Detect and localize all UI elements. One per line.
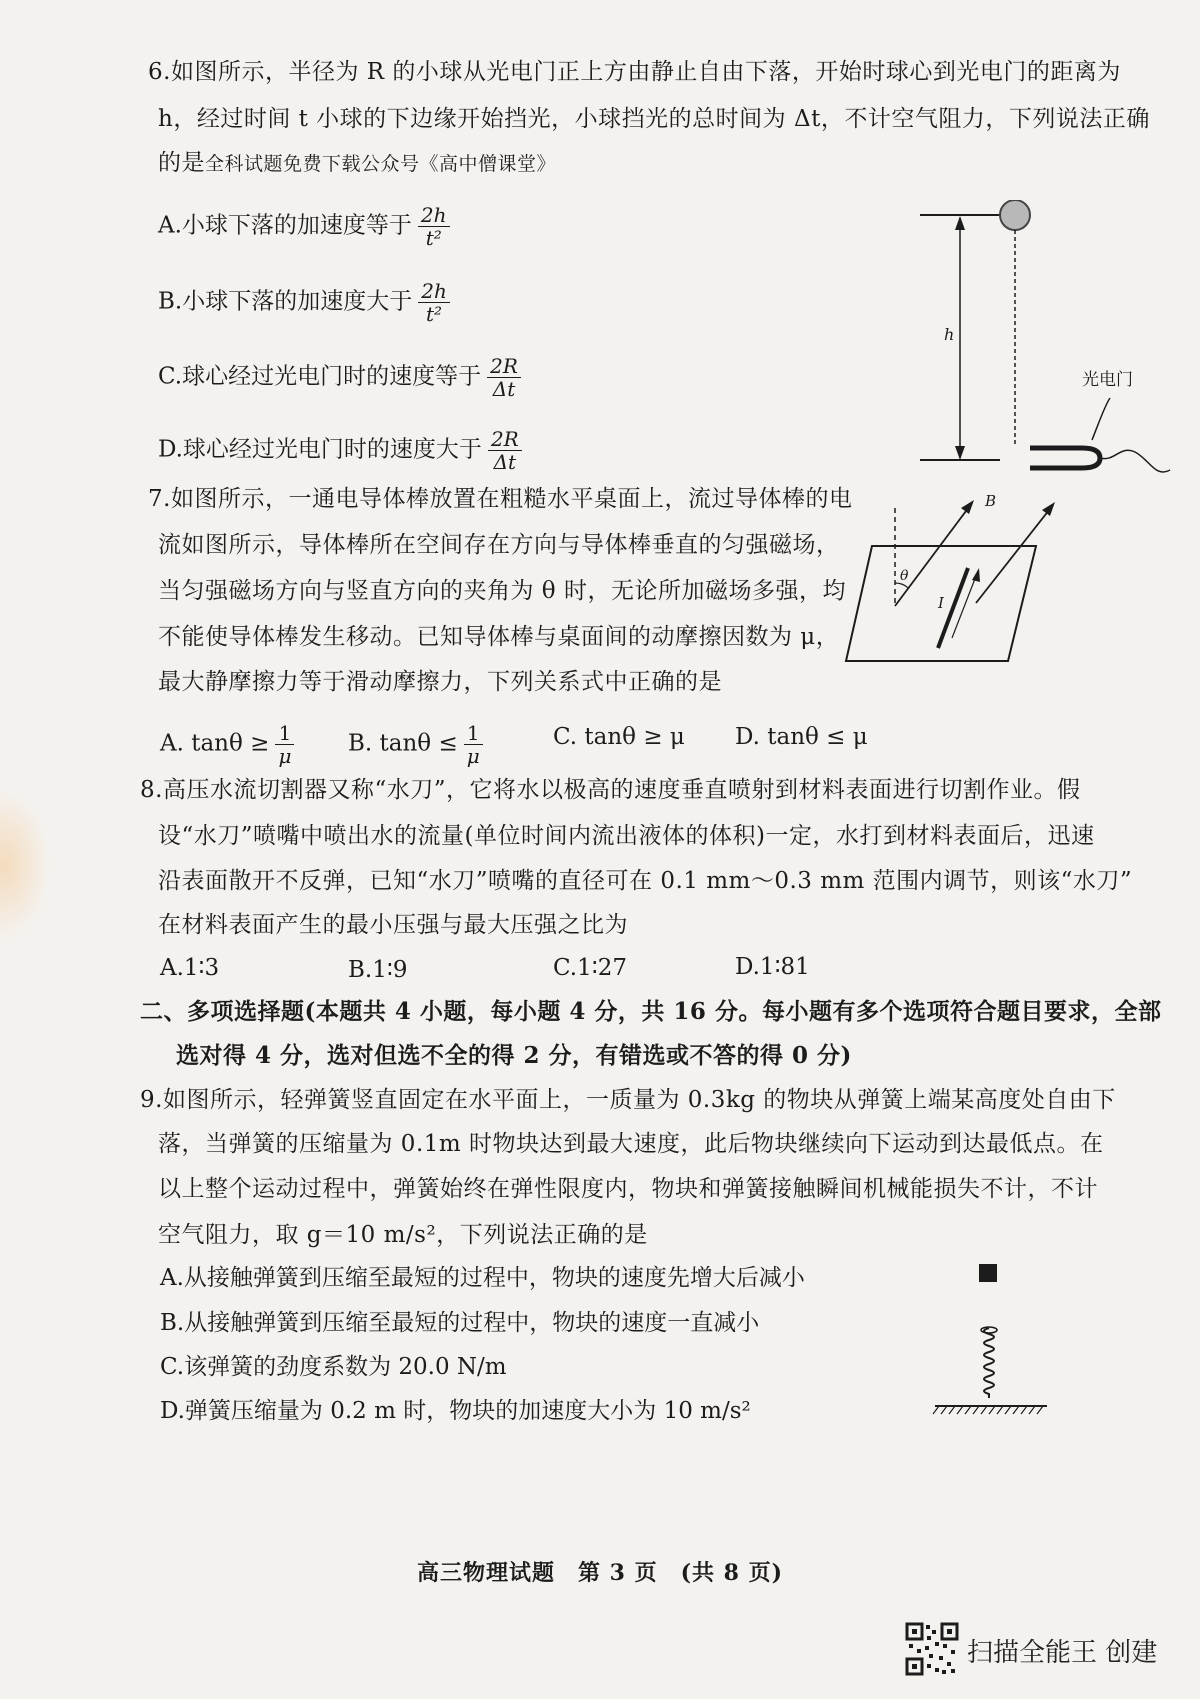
q7-option-a-text: A. tanθ ≥ xyxy=(160,730,270,757)
q6-option-a-den: t² xyxy=(425,226,442,250)
arrowhead-down-icon xyxy=(955,446,965,460)
q9-line-3: 以上整个运动过程中，弹簧始终在弹性限度内，物块和弹簧接触瞬间机械能损失不计，不计 xyxy=(158,1176,1098,1202)
block-icon xyxy=(979,1264,997,1282)
q8-option-b: B.1∶9 xyxy=(348,957,408,983)
q7-option-a-num: 1 xyxy=(275,722,294,745)
photogate-pointer xyxy=(1092,398,1110,440)
q6-line-1: 6.如图所示，半径为 R 的小球从光电门正上方由静止自由下落，开始时球心到光电门的距离为 xyxy=(148,59,1121,85)
q8-line-4: 在材料表面产生的最小压强与最大压强之比为 xyxy=(158,912,628,938)
q8-line-2: 设“水刀”喷嘴中喷出水的流量(单位时间内流出液体的体积)一定，水打到材料表面后，迅速 xyxy=(158,823,1095,849)
q6-option-a-text: A.小球下落的加速度等于 xyxy=(158,212,412,239)
q7-option-b xyxy=(348,722,483,767)
q8-option-c: C.1∶27 xyxy=(553,955,627,981)
q9-option-a: A.从接触弹簧到压缩至最短的过程中，物块的速度先增大后减小 xyxy=(160,1265,805,1291)
q6-line-3-text: 的是 xyxy=(158,150,205,176)
q8-line-1: 8.高压水流切割器又称“水刀”，它将水以极高的速度垂直喷射到材料表面进行切割作业。假 xyxy=(140,777,1081,803)
q7-figure xyxy=(840,488,1070,678)
q6-option-a-num: 2h xyxy=(418,204,450,227)
q6-option-a-fraction xyxy=(418,204,450,249)
section2-line-2: 选对得 4 分，选对但选不全的得 2 分，有错选或不答的得 0 分) xyxy=(176,1042,852,1069)
arrowhead-current-icon xyxy=(972,568,980,582)
q9-option-c: C.该弹簧的劲度系数为 20.0 N/m xyxy=(160,1354,507,1380)
q6-option-d-fraction xyxy=(488,428,522,473)
q7-option-b-fraction xyxy=(464,722,483,767)
q9-option-b: B.从接触弹簧到压缩至最短的过程中，物块的速度一直减小 xyxy=(160,1310,760,1336)
q6-option-c-den: Δt xyxy=(492,377,516,401)
q6-option-b-den: t² xyxy=(425,302,443,326)
section2-line-1: 二、多项选择题(本题共 4 小题，每小题 4 分，共 16 分。每小题有多个选项符合题目要求，全部 xyxy=(140,998,1162,1025)
q6-option-c-text: C.球心经过光电门时的速度等于 xyxy=(158,363,482,390)
q6-option-b-fraction xyxy=(418,280,450,325)
q9-line-4: 空气阻力，取 g＝10 m/s²，下列说法正确的是 xyxy=(158,1222,648,1248)
q7-line-5: 最大静摩擦力等于滑动摩擦力，下列关系式中正确的是 xyxy=(158,669,722,695)
q6-photogate-label: 光电门 xyxy=(1082,370,1133,390)
photogate-wire xyxy=(1100,450,1170,472)
q6-option-b-num: 2h xyxy=(418,280,450,303)
q7-b-label: B xyxy=(985,492,997,510)
q6-option-b-text: B.小球下落的加速度大于 xyxy=(158,288,413,315)
scanner-stamp-text: 扫描全能王 创建 xyxy=(967,1638,1158,1668)
q6-h-label: h xyxy=(944,325,955,344)
arrowhead-up-icon xyxy=(955,216,965,230)
q6-line-2: h，经过时间 t 小球的下边缘开始挡光，小球挡光的总时间为 Δt，不计空气阻力，下列说法正确 xyxy=(158,106,1150,132)
q8-option-a: A.1∶3 xyxy=(160,955,220,981)
q7-option-a-fraction xyxy=(275,722,294,767)
ball-icon xyxy=(1000,200,1030,230)
q6-note: 全科试题免费下载公众号《高中僧课堂》 xyxy=(205,153,557,175)
q6-option-d-num: 2R xyxy=(488,428,522,451)
q7-option-d: D. tanθ ≤ μ xyxy=(735,724,868,750)
q9-option-d: D.弹簧压缩量为 0.2 m 时，物块的加速度大小为 10 m/s² xyxy=(160,1398,751,1424)
q7-line-3: 当匀强磁场方向与竖直方向的夹角为 θ 时，无论所加磁场多强，均 xyxy=(158,578,846,604)
q9-line-2: 落，当弹簧的压缩量为 0.1m 时物块达到最大速度，此后物块继续向下运动到达最低点。在 xyxy=(158,1131,1104,1157)
q7-option-b-den: μ xyxy=(466,744,480,768)
q7-option-a-den: μ xyxy=(278,744,292,768)
q6-option-c-num: 2R xyxy=(487,355,521,378)
q9-figure xyxy=(925,1258,1065,1428)
scan-light-artifact xyxy=(0,790,50,940)
ground-hatch xyxy=(933,1406,1043,1414)
q6-option-d-text: D.球心经过光电门时的速度大于 xyxy=(158,436,482,463)
q7-option-c: C. tanθ ≥ μ xyxy=(553,724,685,750)
q6-figure xyxy=(860,200,1180,510)
photogate-icon xyxy=(1030,448,1100,468)
field-line-2 xyxy=(976,505,1053,603)
q7-option-b-num: 1 xyxy=(464,722,483,745)
qr-code-icon xyxy=(905,1622,959,1676)
q6-option-b xyxy=(158,280,450,325)
q6-option-c-fraction xyxy=(487,355,521,400)
q7-line-2: 流如图所示，导体棒所在空间存在方向与导体棒垂直的匀强磁场， xyxy=(158,532,840,558)
arrowhead-b-icon xyxy=(961,500,974,514)
q8-line-3: 沿表面散开不反弹，已知“水刀”喷嘴的直径可在 0.1 mm～0.3 mm 范围内调节，则该“水刀” xyxy=(158,868,1133,894)
arrowhead-field-icon xyxy=(1042,502,1055,516)
q9-line-1: 9.如图所示，轻弹簧竖直固定在水平面上，一质量为 0.3kg 的物块从弹簧上端某高度处自由下 xyxy=(140,1087,1116,1113)
scanner-stamp xyxy=(905,1622,1195,1676)
spring-icon xyxy=(984,1328,994,1398)
q7-line-1: 7.如图所示，一通电导体棒放置在粗糙水平桌面上，流过导体棒的电 xyxy=(148,486,853,512)
q6-option-d-den: Δt xyxy=(493,450,517,474)
q6-option-c xyxy=(158,355,521,400)
q7-line-4: 不能使导体棒发生移动。已知导体棒与桌面间的动摩擦因数为 μ， xyxy=(158,624,840,650)
q8-option-d: D.1∶81 xyxy=(735,954,810,980)
q6-line-3 xyxy=(158,148,556,179)
q7-option-b-text: B. tanθ ≤ xyxy=(348,730,458,757)
q7-option-a xyxy=(160,722,294,767)
q6-option-d xyxy=(158,428,522,473)
q7-i-label: I xyxy=(938,594,944,612)
page-footer: 高三物理试题 第 3 页 (共 8 页) xyxy=(416,1560,784,1586)
q7-theta-label: θ xyxy=(900,568,909,584)
q6-option-a xyxy=(158,204,450,249)
